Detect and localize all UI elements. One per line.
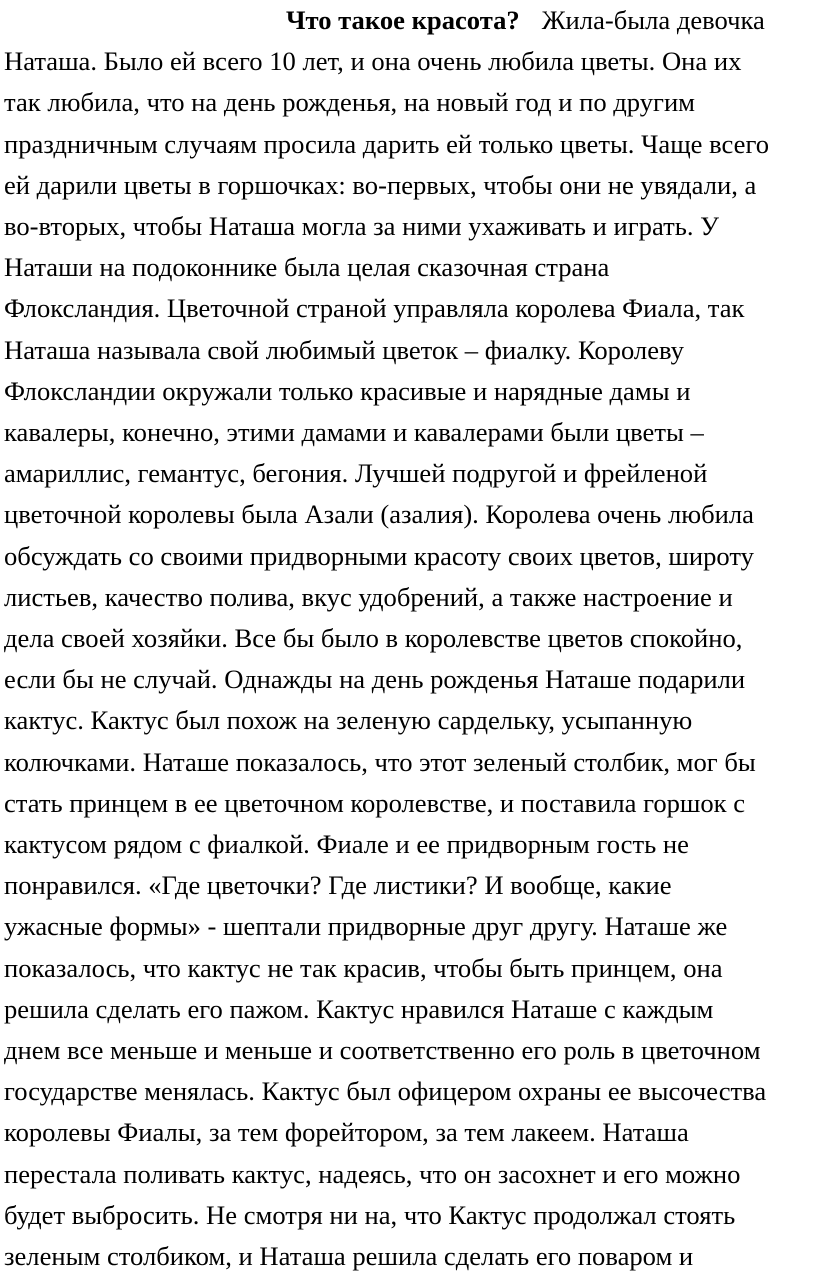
text-line: понравился. «Где цветочки? Где листики? И вообще, какие xyxy=(4,870,672,901)
text-line: ей дарили цветы в горшочках: во-первых, чтобы они не увядали, а xyxy=(4,169,757,200)
text-line: праздничным случаям просила дарить ей только цветы. Чаще всего xyxy=(4,128,769,159)
text-line: показалось, что кактус не так красив, чтобы быть принцем, она xyxy=(4,952,723,983)
text-line: Флоксландия. Цветочной страной управляла королева Фиала, так xyxy=(4,293,745,324)
text-line: так любила, что на день рожденья, на новый год и по другим xyxy=(4,87,696,118)
text-line: решила сделать его пажом. Кактус нравился Наташе с каждым xyxy=(4,993,714,1024)
text-line: зеленым столбиком, и Наташа решила сделать его поваром и xyxy=(4,1241,694,1271)
text-line: Флоксландии окружали только красивые и нарядные дамы и xyxy=(4,375,691,406)
text-line: дела своей хозяйки. Все бы было в королевстве цветов спокойно, xyxy=(4,623,743,653)
text-line: кавалеры, конечно, этими дамами и кавалерами были цветы – xyxy=(4,417,704,447)
text-line: стать принцем в ее цветочном королевстве, и поставила горшок с xyxy=(4,787,746,818)
text-line: если бы не случай. Однажды на день рожденья Наташе подарили xyxy=(4,664,746,695)
text-line: Наташа называла свой любимый цветок – фиалку. Королеву xyxy=(4,334,684,365)
first-line-text: Жила-была девочка xyxy=(541,5,765,35)
text-line: цветочной королевы была Азали (азалия). Королева очень любила xyxy=(4,499,754,530)
text-line: Наташи на подоконнике была целая сказочная страна xyxy=(4,252,610,283)
text-line: кактусом рядом с фиалкой. Фиале и ее придворным гость не xyxy=(4,829,689,859)
text-line: ужасные формы» - шептали придворные друг другу. Наташе же xyxy=(4,911,728,942)
document-title: Что такое красота? xyxy=(286,5,520,35)
text-line: государстве менялась. Кактус был офицером охраны ее высочества xyxy=(4,1076,767,1107)
text-line: колючками. Наташе показалось, что этот зеленый столбик, мог бы xyxy=(4,746,756,777)
text-line: амариллис, гемантус, бегония. Лучшей подругой и фрейленой xyxy=(4,458,708,489)
text-line: во-вторых, чтобы Наташа могла за ними ухаживать и играть. У xyxy=(4,211,719,241)
text-line: будет выбросить. Не смотря ни на, что Кактус продолжал стоять xyxy=(4,1199,736,1230)
text-line: королевы Фиалы, за тем форейтором, за тем лакеем. Наташа xyxy=(4,1117,689,1148)
text-line: Наташа. Было ей всего 10 лет, и она очень любила цветы. Она их xyxy=(4,46,742,77)
first-line xyxy=(4,2,812,38)
text-line: перестала поливать кактус, надеясь, что он засохнет и его можно xyxy=(4,1158,741,1189)
text-line: днем все меньше и меньше и соответственно его роль в цветочном xyxy=(4,1035,761,1065)
text-line: кактус. Кактус был похож на зеленую сардельку, усыпанную xyxy=(4,705,693,736)
text-line: обсуждать со своими придворными красоту своих цветов, широту xyxy=(4,540,754,571)
text-line: листьев, качество полива, вкус удобрений, а также настроение и xyxy=(4,581,733,612)
